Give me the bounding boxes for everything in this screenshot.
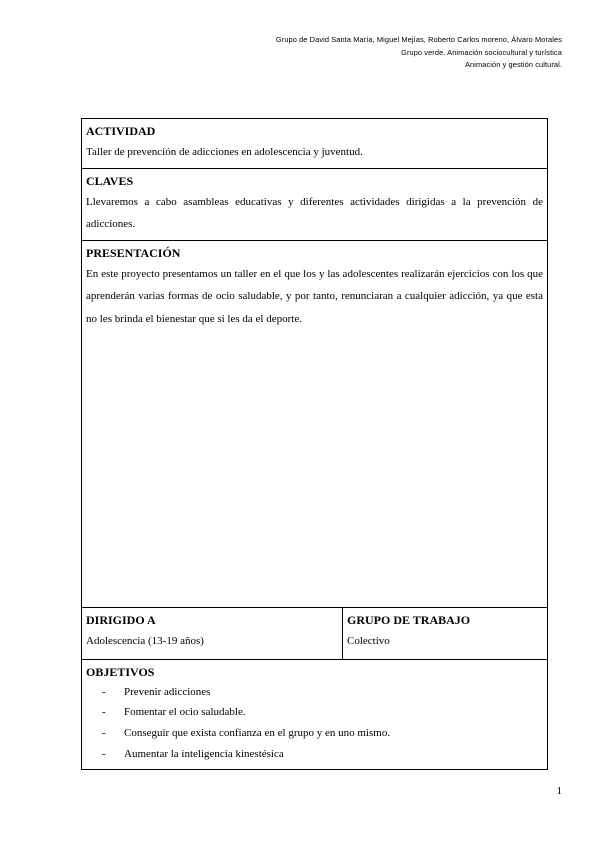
claves-title: CLAVES [86,173,134,188]
list-item-text: Prevenir adicciones [124,685,211,698]
list-item-text: Aumentar la inteligencia kinestésica [124,747,284,760]
cell-grupo-trabajo [343,608,547,659]
list-item [102,682,543,703]
actividad-text: Taller de prevención de adicciones en adolescencia y juventud. [86,146,363,158]
list-item [102,702,543,723]
dirigido-text: Adolescencia (13-19 años) [86,634,204,647]
section-objetivos [82,660,547,769]
list-item [102,744,543,765]
header-authors: Grupo de David Santa María, Miguel Mejías, Roberto Carlos moreno, Álvaro Morales [275,35,562,44]
page-header [276,34,562,72]
actividad-title: ACTIVIDAD [86,124,156,138]
bullet-dash-icon: - [102,747,106,760]
list-item-text: Fomentar el ocio saludable. [124,706,246,719]
dirigido-title: DIRIGIDO A [86,612,156,627]
bullet-dash-icon: - [102,685,106,698]
header-group: Grupo verde. Animación sociocultural y turística [401,47,562,57]
page-number: 1 [556,785,562,797]
presentacion-title: PRESENTACIÓN [86,245,181,260]
claves-text: Llevaremos a cabo asambleas educativas y diferentes actividades dirigidas a la prevención de adicciones. [86,195,543,230]
grupo-trabajo-text: Colectivo [347,634,390,647]
cell-dirigido [82,608,343,659]
header-subject: Animación y gestión cultural. [465,60,562,69]
activity-form [81,118,548,770]
list-item [102,723,543,744]
section-claves [82,169,547,241]
section-presentacion [82,241,547,608]
section-dirigido-grupo [82,608,547,660]
presentacion-text: En este proyecto presentamos un taller en el que los y las adolescentes realizarán ejercicios con los que aprenderán varias formas de ocio saludable, y por tanto, renunciaran a cualquier adicción, ya que esta no les brinda el bienestar que si les da el deporte. [86,267,543,325]
grupo-trabajo-title: GRUPO DE TRABAJO [347,612,471,627]
objetivos-title: OBJETIVOS [86,664,155,679]
objetivos-list [86,682,543,765]
section-actividad [82,119,547,169]
bullet-dash-icon: - [102,727,106,740]
list-item-text: Conseguir que exista confianza en el grupo y en uno mismo. [124,727,391,740]
bullet-dash-icon: - [102,706,106,719]
